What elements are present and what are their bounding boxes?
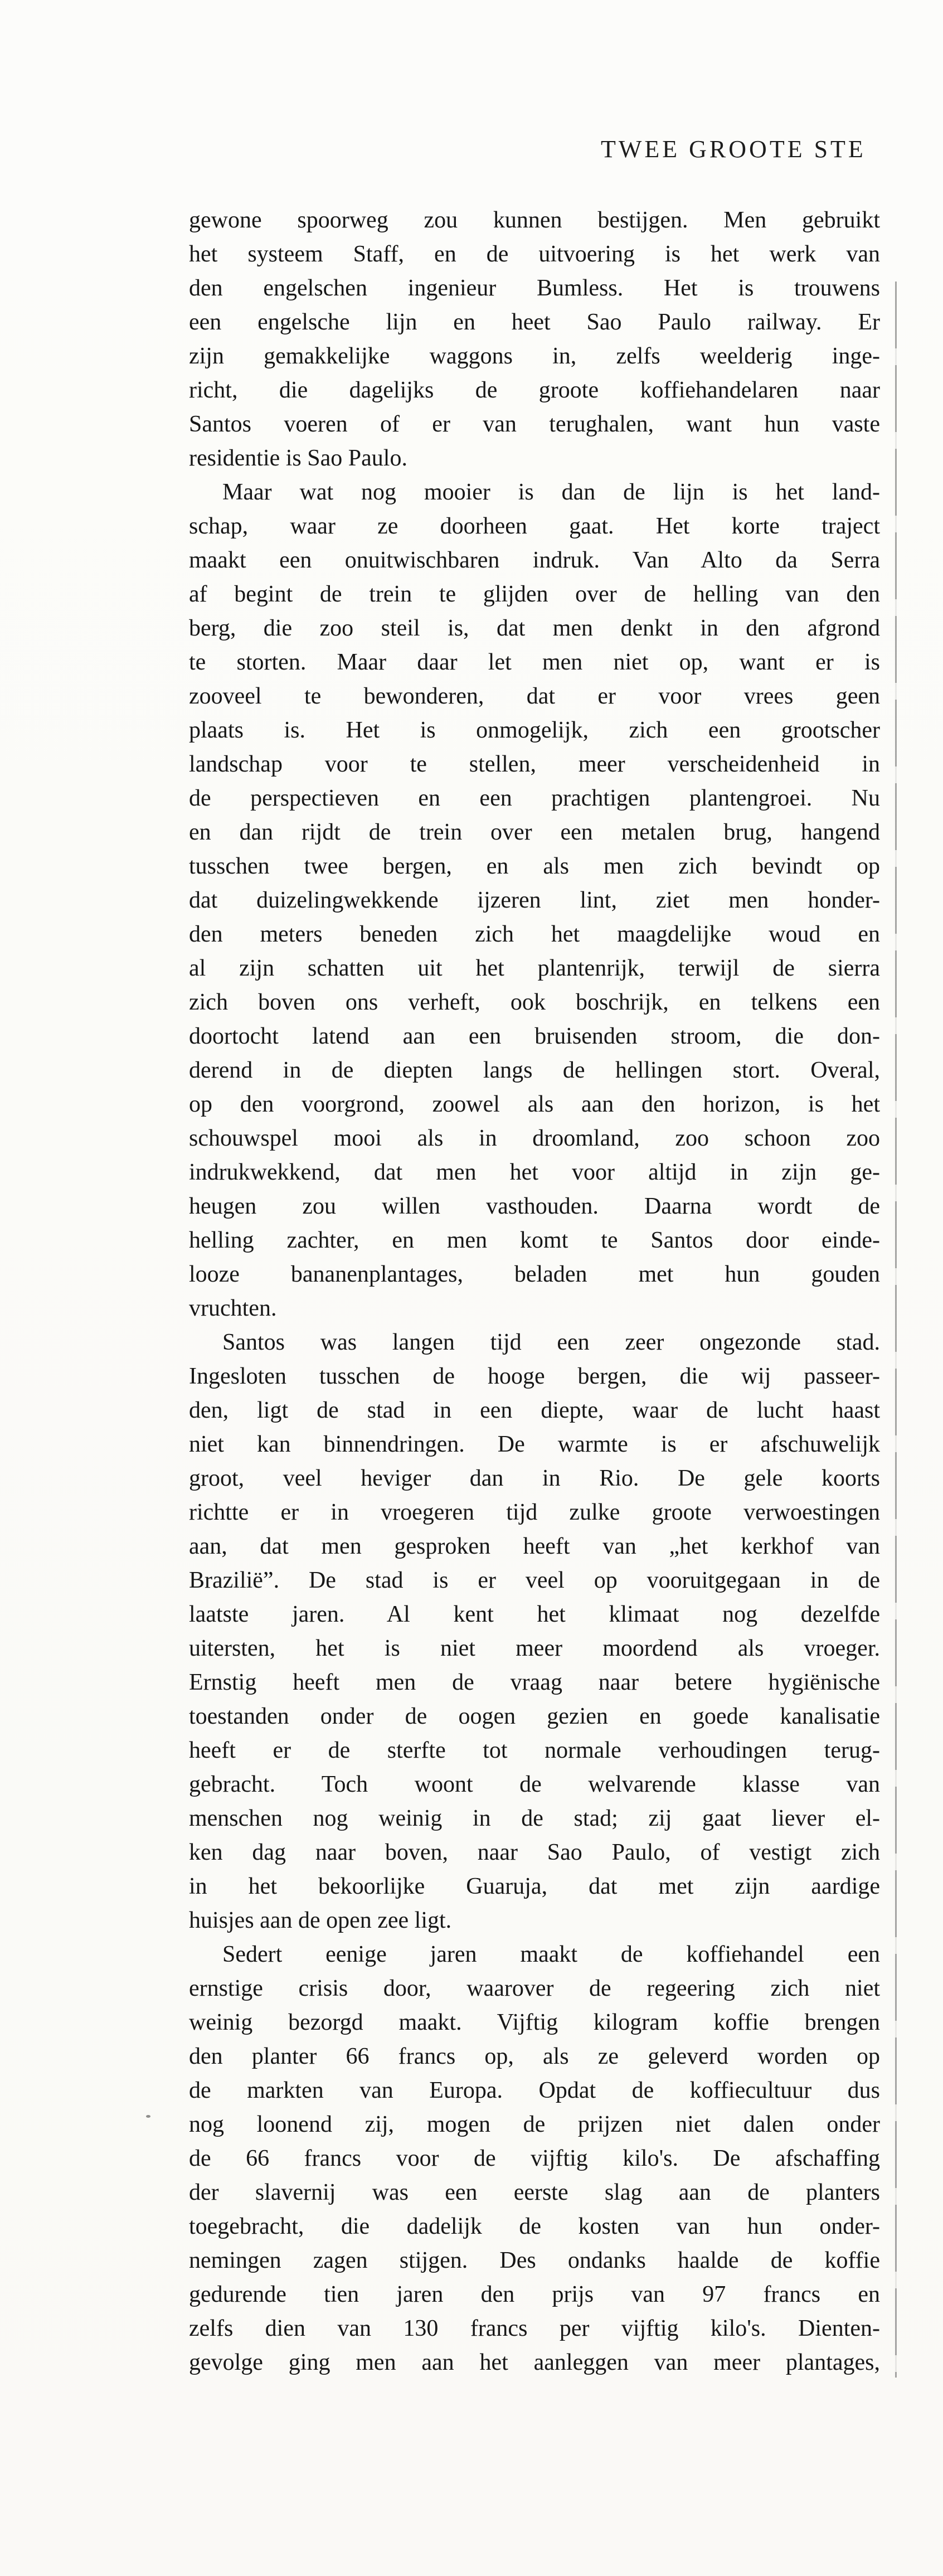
text-line: heugen zou willen vasthouden. Daarna wordt de <box>189 1194 880 1219</box>
text-line: Sedert eenige jaren maakt de koffiehandel een <box>222 1942 880 1967</box>
text-line: zooveel te bewonderen, dat er voor vrees geen <box>189 683 880 709</box>
text-line: dat duizelingwekkende ijzeren lint, ziet men honder- <box>189 887 880 913</box>
text-line: den meters beneden zich het maagdelijke woud en <box>189 921 880 947</box>
text-line: landschap voor te stellen, meer verscheidenheid in <box>189 751 880 777</box>
text-line: Ernstig heeft men de vraag naar betere hygiënische <box>189 1670 880 1695</box>
text-line: huisjes aan de open zee ligt. <box>189 1908 452 1933</box>
text-block <box>189 203 880 2380</box>
text-line: zich boven ons verheft, ook boschrijk, en telkens een <box>189 989 880 1015</box>
text-line: helling zachter, en men komt te Santos door einde- <box>189 1228 880 1253</box>
text-line: de perspectieven en een prachtigen plantengroei. Nu <box>189 785 880 811</box>
text-line: menschen nog weinig in de stad; zij gaat liever el- <box>189 1806 880 1831</box>
text-line: Santos was langen tijd een zeer ongezonde stad. <box>222 1330 880 1355</box>
scan-speck <box>146 2115 150 2118</box>
text-line: der slavernij was een eerste slag aan de planters <box>189 2180 880 2205</box>
text-line: op den voorgrond, zoowel als aan den horizon, is het <box>189 1091 880 1117</box>
text-line: plaats is. Het is onmogelijk, zich een grootscher <box>189 717 880 743</box>
text-line: looze bananenplantages, beladen met hun gouden <box>189 1262 880 1287</box>
text-line: Ingesloten tusschen de hooge bergen, die wij passeer- <box>189 1364 880 1389</box>
paragraph <box>189 1938 880 2380</box>
text-line: toegebracht, die dadelijk de kosten van hun onder- <box>189 2214 880 2239</box>
text-line: uitersten, het is niet meer moordend als vroeger. <box>189 1636 880 1661</box>
text-line: gevolge ging men aan het aanleggen van meer plantages, <box>189 2350 880 2375</box>
text-line: al zijn schatten uit het plantenrijk, terwijl de sierra <box>189 955 880 981</box>
text-line: nog loonend zij, mogen de prijzen niet dalen onder <box>189 2112 880 2137</box>
text-line: te storten. Maar daar let men niet op, want er is <box>189 649 880 675</box>
text-line: zelfs dien van 130 francs per vijftig kilo's. Dienten- <box>189 2316 880 2341</box>
text-line: doortocht latend aan een bruisenden stroom, die don- <box>189 1023 880 1049</box>
paragraph <box>189 203 880 476</box>
text-line: indrukwekkend, dat men het voor altijd in zijn ge- <box>189 1160 880 1185</box>
text-line: gebracht. Toch woont de welvarende klasse van <box>189 1772 880 1797</box>
text-line: schap, waar ze doorheen gaat. Het korte traject <box>189 513 880 539</box>
text-line: den, ligt de stad in een diepte, waar de lucht haast <box>189 1398 880 1423</box>
text-line: een engelsche lijn en heet Sao Paulo railway. Er <box>189 309 880 335</box>
text-line: heeft er de sterfte tot normale verhoudingen terug- <box>189 1738 880 1763</box>
text-line: richt, die dagelijks de groote koffiehandelaren naar <box>189 377 880 403</box>
page-running-header: TWEE GROOTE STE <box>601 135 866 163</box>
text-line: nemingen zagen stijgen. Des ondanks haalde de koffie <box>189 2248 880 2273</box>
text-line: berg, die zoo steil is, dat men denkt in den afgrond <box>189 615 880 641</box>
text-line: het systeem Staff, en de uitvoering is het werk van <box>189 241 880 267</box>
text-line: de markten van Europa. Opdat de koffiecultuur dus <box>189 2078 880 2103</box>
text-line: zijn gemakkelijke waggons in, zelfs weelderig inge- <box>189 343 880 369</box>
text-line: af begint de trein te glijden over de helling van den <box>189 581 880 607</box>
text-line: toestanden onder de oogen gezien en goede kanalisatie <box>189 1704 880 1729</box>
text-line: weinig bezorgd maakt. Vijftig kilogram koffie brengen <box>189 2010 880 2035</box>
text-line: Santos voeren of er van terughalen, want hun vaste <box>189 411 880 437</box>
text-line: schouwspel mooi als in droomland, zoo schoon zoo <box>189 1126 880 1151</box>
text-line: aan, dat men gesproken heeft van „het kerkhof van <box>189 1534 880 1559</box>
text-line: de 66 francs voor de vijftig kilo's. De afschaffing <box>189 2146 880 2171</box>
text-line: niet kan binnendringen. De warmte is er afschuwelijk <box>189 1432 880 1457</box>
text-line: groot, veel heviger dan in Rio. De gele koorts <box>189 1466 880 1491</box>
text-line: den planter 66 francs op, als ze geleverd worden op <box>189 2044 880 2069</box>
text-line: gewone spoorweg zou kunnen bestijgen. Men gebruikt <box>189 207 880 233</box>
text-line: vruchten. <box>189 1296 277 1321</box>
text-line: Brazilië”. De stad is er veel op vooruitgegaan in de <box>189 1568 880 1593</box>
paragraph <box>189 1326 880 1938</box>
text-line: maakt een onuitwischbaren indruk. Van Alto da Serra <box>189 547 880 573</box>
text-line: residentie is Sao Paulo. <box>189 445 407 471</box>
page-edge-line <box>895 282 897 2378</box>
text-line: den engelschen ingenieur Bumless. Het is trouwens <box>189 275 880 301</box>
text-line: gedurende tien jaren den prijs van 97 francs en <box>189 2282 880 2307</box>
text-line: richtte er in vroegeren tijd zulke groote verwoestingen <box>189 1500 880 1525</box>
text-line: in het bekoorlijke Guaruja, dat met zijn aardige <box>189 1874 880 1899</box>
text-line: derend in de diepten langs de hellingen stort. Overal, <box>189 1057 880 1083</box>
text-line: tusschen twee bergen, en als men zich bevindt op <box>189 853 880 879</box>
paragraph <box>189 476 880 1326</box>
text-line: Maar wat nog mooier is dan de lijn is het land- <box>222 479 880 505</box>
text-line: laatste jaren. Al kent het klimaat nog dezelfde <box>189 1602 880 1627</box>
text-line: ken dag naar boven, naar Sao Paulo, of vestigt zich <box>189 1840 880 1865</box>
text-line: en dan rijdt de trein over een metalen brug, hangend <box>189 819 880 845</box>
text-line: ernstige crisis door, waarover de regeering zich niet <box>189 1976 880 2001</box>
